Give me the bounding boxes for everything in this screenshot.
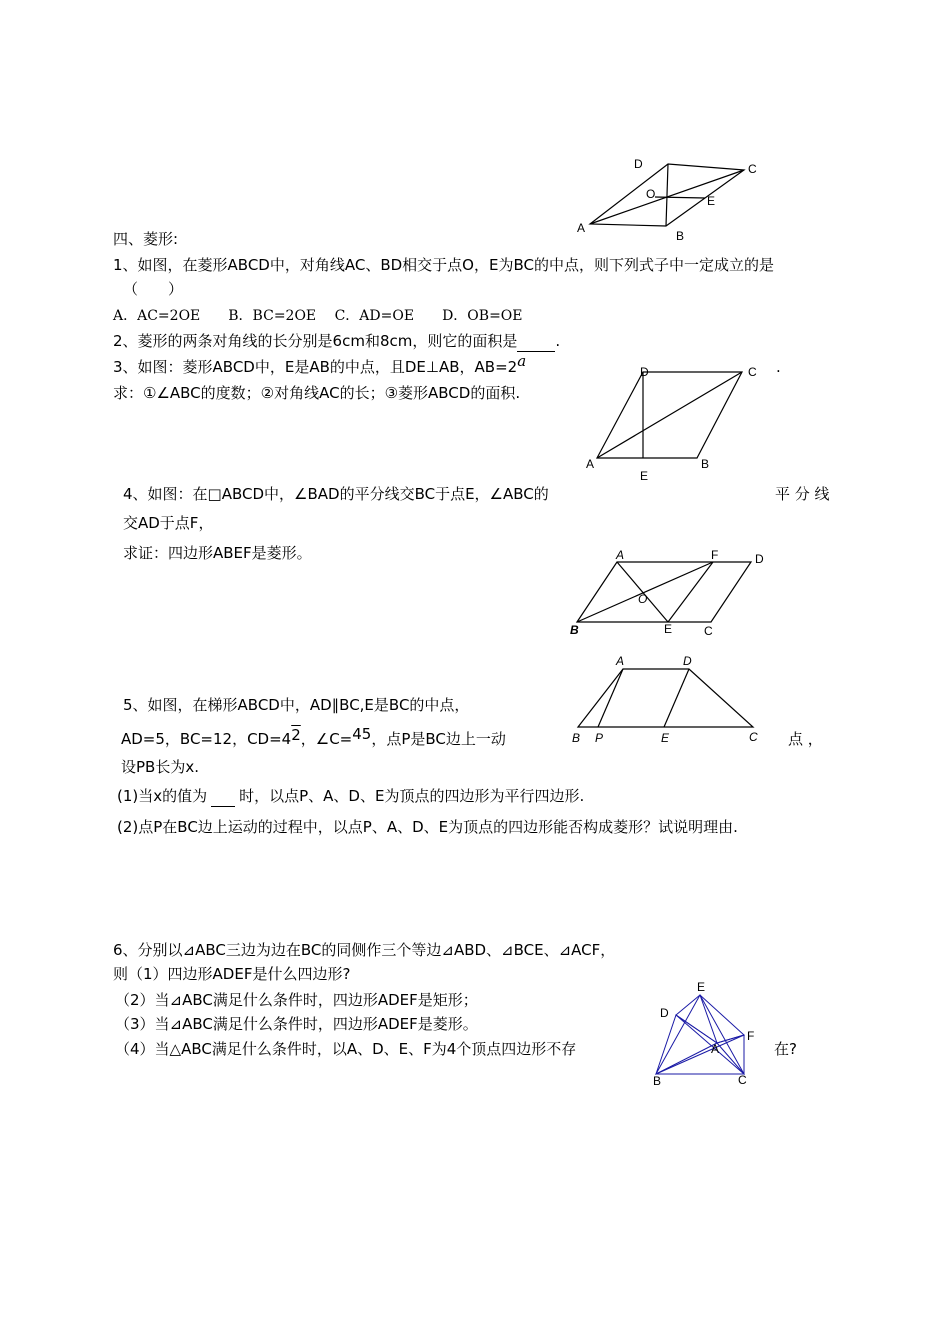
label-D: D: [755, 552, 764, 566]
figure-q5-trapezoid: [565, 652, 775, 747]
q5-line3: 设PB长为x.: [121, 758, 199, 776]
q6-line2: 则（1）四边形ADEF是什么四边形?: [113, 965, 351, 983]
q6-line5: （4）当△ABC满足什么条件时，以A、D、E、F为4个顶点四边形不存: [115, 1040, 577, 1058]
label-C: C: [704, 624, 713, 638]
q2-text: 2、菱形的两条对角线的长分别是6cm和8cm，则它的面积是 .: [113, 332, 561, 350]
q5-sub1: (1)当x的值为 时，以点P、A、D、E为顶点的四边形为平行四边形.: [117, 787, 585, 805]
label-E: E: [664, 622, 673, 636]
label-E: E: [640, 469, 649, 483]
q4-line1-right: 平 分 线: [775, 485, 830, 503]
q1-options: A．AC=2OE B．BC=2OE C．AD=OE D．OB=OE: [113, 308, 523, 324]
q5-line1: 5、如图，在梯形ABCD中，AD∥BC,E是BC的中点，: [123, 696, 470, 714]
q3-line1: 3、如图：菱形ABCD中，E是AB的中点，且DE⊥AB，AB=2a: [113, 352, 527, 376]
q3-line2: 求：①∠ABC的度数；②对角线AC的长；③菱形ABCD的面积.: [113, 384, 521, 402]
label-A: A: [711, 1042, 720, 1056]
label-B: B: [653, 1074, 662, 1088]
label-C: C: [748, 162, 757, 176]
q4-line2: 交AD于点F，: [123, 514, 214, 532]
label-E: E: [697, 980, 706, 994]
label-P: P: [595, 731, 604, 745]
label-D: D: [660, 1006, 669, 1020]
figure-q4-parallelogram: [565, 545, 775, 640]
label-D: D: [683, 654, 692, 668]
label-B: B: [676, 229, 685, 243]
q4-line3: 求证：四边形ABEF是菱形。: [123, 544, 312, 562]
q5-sub2: (2)点P在BC边上运动的过程中，以点P、A、D、E为顶点的四边形能否构成菱形？试说明理由.: [117, 818, 738, 836]
q3-dot: .: [776, 358, 781, 376]
q6-line5-right: 在?: [774, 1040, 797, 1058]
label-E: E: [661, 731, 670, 745]
label-B: B: [572, 731, 581, 745]
label-B: B: [570, 623, 579, 637]
label-E: E: [707, 194, 716, 208]
label-O: O: [646, 187, 656, 201]
figure-q6-triangles: [645, 980, 770, 1090]
label-C: C: [738, 1073, 747, 1087]
label-A: A: [577, 221, 586, 235]
q2-answer-blank[interactable]: [517, 331, 555, 352]
label-C: C: [748, 365, 757, 379]
label-F: F: [711, 548, 719, 562]
label-D: D: [634, 157, 643, 171]
q4-line1: 4、如图：在□ABCD中，∠BAD的平分线交BC于点E，∠ABC的: [123, 485, 549, 503]
label-B: B: [701, 457, 710, 471]
q5-answer-blank[interactable]: [211, 786, 235, 807]
q6-line1: 6、分别以⊿ABC三边为边在BC的同侧作三个等边⊿ABD、⊿BCE、⊿ACF，: [113, 941, 616, 959]
section-title: 四、菱形:: [113, 230, 179, 248]
q1-text: 1、如图，在菱形ABCD中，对角线AC、BD相交于点O，E为BC的中点，则下列式子中一定成立的是: [113, 256, 774, 274]
label-A: A: [616, 654, 625, 668]
label-O: O: [638, 592, 648, 606]
q5-line2: AD=5，BC=12，CD=42，∠C=45，点P是BC边上一动: [121, 725, 506, 748]
label-C: C: [749, 730, 758, 744]
q5-line2-right: 点 ，: [788, 730, 823, 748]
q1-bracket: （ ）: [123, 280, 184, 298]
label-F: F: [747, 1029, 755, 1043]
q6-line3: （2）当⊿ABC满足什么条件时，四边形ADEF是矩形；: [115, 991, 478, 1009]
label-D: D: [640, 365, 649, 379]
figure-q3-rhombus: [580, 360, 770, 485]
figure-q1-rhombus: [570, 150, 770, 243]
label-A: A: [616, 548, 625, 562]
q6-line4: （3）当⊿ABC满足什么条件时，四边形ADEF是菱形。: [115, 1015, 478, 1033]
label-A: A: [586, 457, 595, 471]
